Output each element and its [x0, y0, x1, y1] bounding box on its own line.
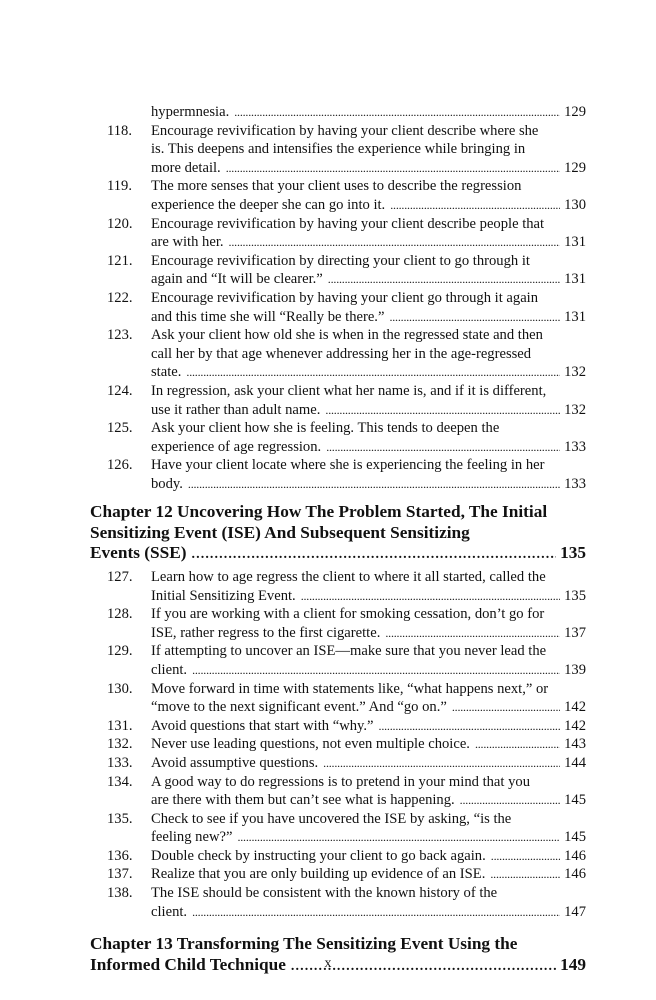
chapter-title-line: Chapter 13 Transforming The Sensitizing Event Using the — [90, 934, 518, 954]
dot-leader — [326, 438, 560, 457]
toc-entry-continued — [90, 103, 586, 122]
dot-leader — [192, 543, 557, 566]
dot-leader — [491, 847, 560, 866]
toc-entry — [90, 865, 586, 884]
toc-page-number: 137 — [564, 624, 586, 641]
toc-entry — [90, 605, 586, 642]
toc-page-number: 133 — [564, 438, 586, 455]
toc-entry-number: 131. — [107, 717, 133, 734]
toc-entry-text: Initial Sensitizing Event. — [151, 587, 296, 604]
toc-entry-number: 129. — [107, 643, 133, 660]
toc-entry-number: 138. — [107, 885, 133, 902]
toc-entry-number: 123. — [107, 327, 133, 344]
dot-leader — [389, 308, 560, 327]
toc-page-number: 132 — [564, 401, 586, 418]
toc-page-number: 129 — [564, 104, 586, 120]
toc-entry-line: The more senses that your client uses to describe the regression — [151, 178, 522, 195]
toc-entry — [90, 326, 586, 382]
toc-entry-line: Encourage revivification by having your client describe people that — [151, 215, 545, 232]
toc-entry-number: 133. — [107, 754, 133, 771]
toc-leader-line — [151, 865, 586, 884]
toc-entry — [90, 847, 586, 866]
toc-entry — [90, 568, 586, 605]
toc-page-number: 135 — [560, 543, 586, 563]
toc-entry — [90, 122, 586, 178]
dot-leader — [475, 735, 560, 754]
toc-entry-text: Events (SSE) — [90, 543, 187, 563]
toc-leader-line — [151, 233, 586, 252]
toc-entry-number: 125. — [107, 420, 133, 437]
toc-entry — [90, 754, 586, 773]
toc-entry-number: 120. — [107, 215, 133, 232]
dot-leader — [460, 791, 560, 810]
dot-leader — [325, 401, 560, 420]
dot-leader — [192, 903, 560, 922]
toc-leader-line — [151, 624, 586, 643]
table-of-contents — [90, 103, 586, 979]
toc-entry-line: is. This deepens and intensifies the experience while bringing in — [151, 141, 526, 158]
toc-entry-text: and this time she will “Really be there.” — [151, 308, 385, 325]
toc-leader-line — [151, 270, 586, 289]
toc-entry — [90, 884, 586, 921]
dot-leader — [385, 624, 560, 643]
toc-entry — [90, 419, 586, 456]
toc-entry-number: 132. — [107, 736, 133, 753]
toc-entry-number: 128. — [107, 606, 133, 623]
toc-entry-line: Check to see if you have uncovered the ISE by asking, “is the — [151, 810, 512, 827]
toc-entry — [90, 717, 586, 736]
toc-entry-text: ISE, rather regress to the first cigarette. — [151, 624, 381, 641]
toc-entry-line: Encourage revivification by directing your client to go through it — [151, 252, 530, 269]
dot-leader — [390, 196, 560, 215]
toc-entry — [90, 773, 586, 810]
toc-entry-text: more detail. — [151, 159, 221, 176]
toc-entry-text: are there with them but can’t see what is happening. — [151, 792, 455, 809]
toc-entry-line: Move forward in time with statements like, “what happens next,” or — [151, 680, 549, 697]
toc-page-number: 132 — [564, 364, 586, 381]
toc-entry-line: Ask your client how old she is when in the regressed state and then — [151, 327, 543, 344]
toc-entry-text: again and “It will be clearer.” — [151, 271, 323, 288]
chapter-heading-12 — [90, 502, 586, 566]
toc-entry-line: Learn how to age regress the client to where it all started, called the — [151, 568, 546, 585]
toc-leader-line — [151, 698, 586, 717]
dot-leader — [192, 661, 560, 680]
toc-entry-line: call her by that age whenever addressing her in the age-regressed — [151, 345, 532, 362]
page-number-footer: x — [324, 956, 332, 971]
toc-leader-line — [151, 196, 586, 215]
dot-leader — [226, 159, 560, 178]
toc-entry-text: state. — [151, 364, 182, 381]
toc-entry-line: Encourage revivification by having your client go through it again — [151, 289, 539, 306]
toc-page-number: 131 — [564, 234, 586, 251]
chapter-title-line: Sensitizing Event (ISE) And Subsequent Sensitizing — [90, 522, 470, 542]
toc-entry-text: client. — [151, 903, 188, 920]
toc-entry-number: 124. — [107, 382, 133, 399]
toc-page-number: 133 — [564, 475, 586, 492]
toc-entry-text: Informed Child Technique — [90, 954, 286, 974]
toc-page-number: 142 — [564, 717, 586, 734]
toc-page-number: 135 — [564, 587, 586, 604]
toc-entry-text: hypermnesia. — [151, 104, 230, 120]
toc-entry-number: 127. — [107, 568, 133, 585]
toc-page-number: 145 — [564, 829, 586, 846]
toc-page-number: 130 — [564, 196, 586, 213]
toc-entry-number: 126. — [107, 457, 133, 474]
toc-entry — [90, 382, 586, 419]
toc-page-number: 147 — [564, 903, 586, 920]
dot-leader — [452, 698, 560, 717]
toc-entry-text: feeling new?” — [151, 829, 233, 846]
toc-entry-text: Realize that you are only building up evidence of an ISE. — [151, 866, 486, 883]
dot-leader — [188, 475, 560, 494]
toc-entry — [90, 215, 586, 252]
toc-entry-line: Encourage revivification by having your client describe where she — [151, 122, 539, 139]
toc-leader-line — [151, 363, 586, 382]
toc-entry-line: In regression, ask your client what her name is, and if it is different, — [151, 382, 547, 399]
toc-leader-line — [151, 103, 586, 122]
toc-entry-text: Avoid assumptive questions. — [151, 754, 319, 771]
toc-entry-line: Have your client locate where she is experiencing the feeling in her — [151, 457, 545, 474]
toc-entry-line: The ISE should be consistent with the known history of the — [151, 885, 498, 902]
toc-leader-line — [151, 791, 586, 810]
toc-page-number: 142 — [564, 699, 586, 716]
toc-leader-line — [151, 754, 586, 773]
toc-entry-text: experience of age regression. — [151, 438, 322, 455]
toc-entry-text: are with her. — [151, 234, 224, 251]
toc-leader-line — [151, 587, 586, 606]
dot-leader — [323, 754, 560, 773]
toc-page-number: 146 — [564, 847, 586, 864]
toc-entry-line: Ask your client how she is feeling. This tends to deepen the — [151, 420, 500, 437]
toc-leader-line — [151, 735, 586, 754]
toc-entry — [90, 177, 586, 214]
toc-entry-number: 118. — [107, 122, 132, 139]
toc-page-number: 145 — [564, 792, 586, 809]
toc-leader-line — [151, 401, 586, 420]
toc-entry-text: experience the deeper she can go into it. — [151, 196, 386, 213]
toc-entry-number: 135. — [107, 810, 133, 827]
toc-entry-number: 121. — [107, 252, 133, 269]
toc-entry-number: 134. — [107, 773, 133, 790]
toc-entry-line: If you are working with a client for smoking cessation, don’t go for — [151, 606, 545, 623]
toc-leader-line — [151, 308, 586, 327]
chapter-title-line: Chapter 12 Uncovering How The Problem Started, The Initial — [90, 502, 548, 522]
toc-leader-line — [151, 661, 586, 680]
toc-leader-line — [151, 475, 586, 494]
toc-entry-line: A good way to do regressions is to pretend in your mind that you — [151, 773, 530, 790]
toc-entry-line: If attempting to uncover an ISE—make sure that you never lead the — [151, 643, 547, 660]
toc-entry — [90, 810, 586, 847]
toc-entry — [90, 642, 586, 679]
dot-leader — [328, 270, 560, 289]
toc-page-number: 139 — [564, 661, 586, 678]
toc-entry-text: “move to the next significant event.” And “go on.” — [151, 699, 447, 716]
toc-entry-text: body. — [151, 475, 183, 492]
toc-entry — [90, 252, 586, 289]
toc-leader-line — [151, 438, 586, 457]
toc-entry — [90, 289, 586, 326]
toc-leader-line — [151, 159, 586, 178]
toc-page-number: 146 — [564, 866, 586, 883]
toc-entry — [90, 735, 586, 754]
dot-leader — [379, 717, 561, 736]
toc-page-number: 143 — [564, 736, 586, 753]
toc-leader-line — [90, 543, 586, 566]
toc-page-number: 131 — [564, 308, 586, 325]
toc-entry-number: 119. — [107, 178, 132, 195]
toc-leader-line — [151, 903, 586, 922]
toc-entry-text: Never use leading questions, not even multiple choice. — [151, 736, 470, 753]
dot-leader — [301, 587, 560, 606]
dot-leader — [237, 828, 560, 847]
toc-entry-number: 122. — [107, 289, 133, 306]
dot-leader — [234, 103, 560, 122]
toc-entry-number: 130. — [107, 680, 133, 697]
toc-leader-line — [151, 828, 586, 847]
dot-leader — [229, 233, 561, 252]
toc-entry-number: 136. — [107, 847, 133, 864]
dot-leader — [490, 865, 560, 884]
toc-leader-line — [151, 847, 586, 866]
toc-page-number: 144 — [564, 754, 586, 771]
toc-page-number: 131 — [564, 271, 586, 288]
toc-page-number: 149 — [560, 954, 586, 974]
dot-leader — [186, 363, 560, 382]
toc-entry-text: client. — [151, 661, 188, 678]
toc-entry-text: Double check by instructing your client to go back again. — [151, 847, 486, 864]
toc-entry — [90, 680, 586, 717]
toc-leader-line — [151, 717, 586, 736]
toc-entry — [90, 456, 586, 493]
toc-page-number: 129 — [564, 159, 586, 176]
toc-entry-text: Avoid questions that start with “why.” — [151, 717, 374, 734]
toc-entry-text: use it rather than adult name. — [151, 401, 321, 418]
toc-entry-number: 137. — [107, 866, 133, 883]
